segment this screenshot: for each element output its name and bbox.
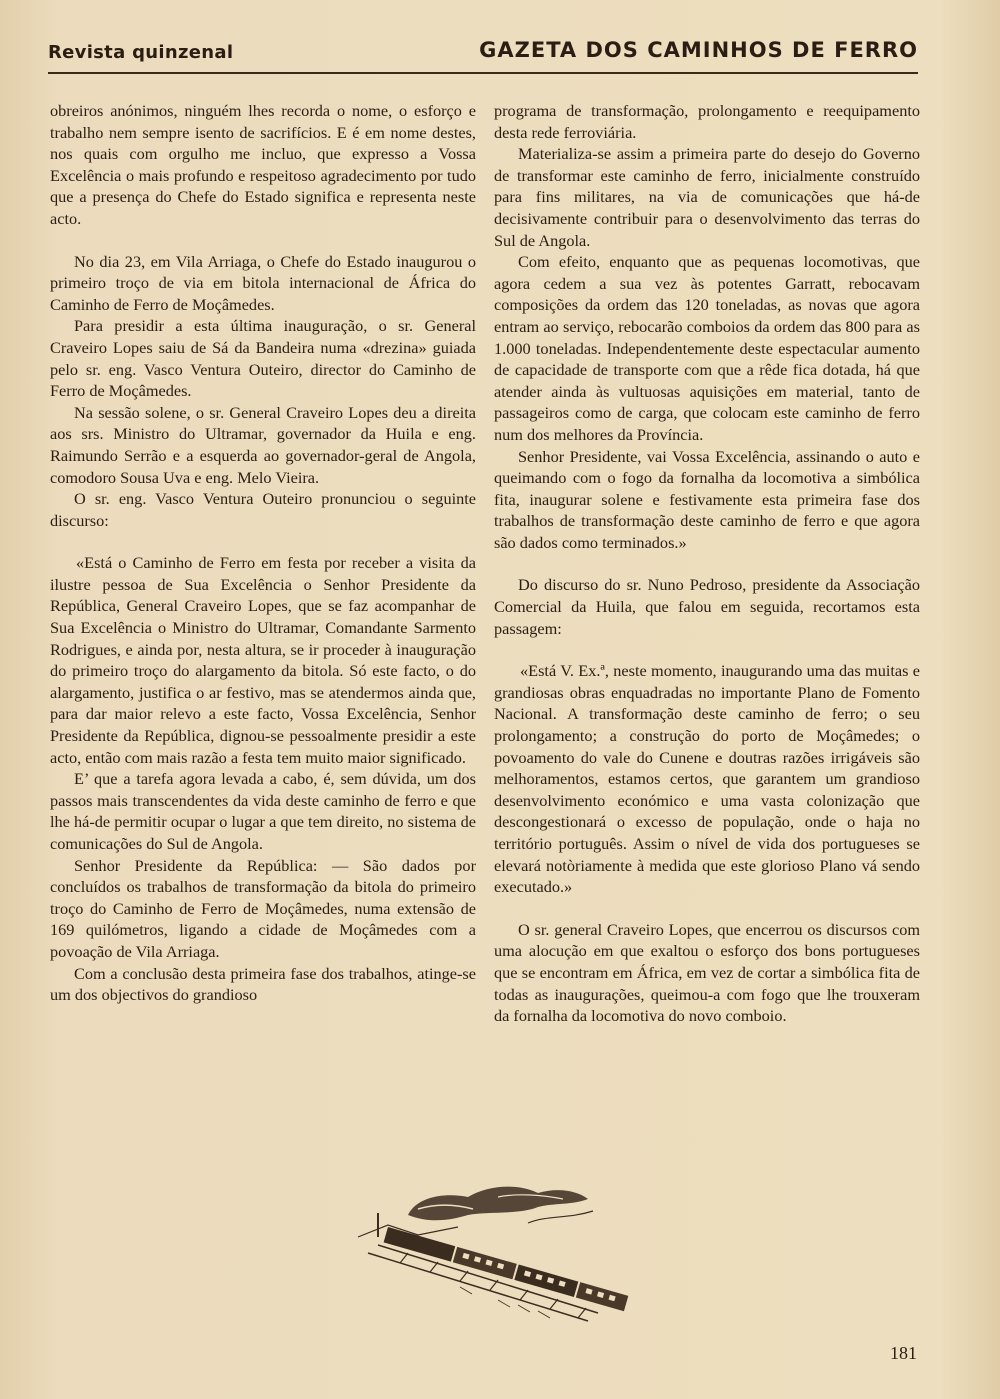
paragraph: O sr. general Craveiro Lopes, que encerrou os discursos com uma alocução em que exaltou o esforço dos bons portugueses que se encontram em África, em vez de cortar a simbólica fita de todas as inaugurações, queimou-a com fogo que lhe trouxeram da fornalha da locomotiva do novo comboio. (494, 919, 920, 1026)
header-right-title: GAZETA DOS CAMINHOS DE FERRO (479, 38, 918, 62)
paragraph: O sr. eng. Vasco Ventura Outeiro pronunciou o seguinte discurso: (50, 489, 476, 530)
paragraph: E’ que a tarefa agora levada a cabo, é, sem dúvida, um dos passos mais transcendentes da vida deste caminho de ferro e que lhe há-de permitir ocupar o lugar a que tem direito, no sistema de comunicações do Sul de Angola. (50, 769, 476, 853)
paragraph: «Está V. Ex.ª, neste momento, inaugurando uma das muitas e grandiosas obras enquadradas no importante Plano de Fomento Nacional. A transformação deste caminho de ferro; o seu prolongamento; a construção do porto de Moçâmedes; o povoamento do vale do Cunene e doutras razões irrigáveis são melhoramentos, estamos certos, que garantem um grandioso desenvolvimento económico e uma vasta colonização que descongestionará o excesso de população, onde o haja no território português. Assim o nível de vida dos portugueses se elevará notòriamente à medida que este glorioso Plano vá sendo executado.» (494, 661, 920, 897)
paragraph: obreiros anónimos, ninguém lhes recorda o nome, o esforço e trabalho nem sempre isento de sacrifícios. E é em nome destes, nos quais com orgulho me incluo, que expresso a Vossa Excelência o mais profundo e respeitoso agradecimento por tudo que a presença do Chefe do Estado significa e representa neste acto. (50, 101, 476, 228)
paragraph: No dia 23, em Vila Arriaga, o Chefe do Estado inaugurou o primeiro troço de via em bitola internacional de África do Caminho de Ferro de Moçâmedes. (50, 251, 476, 314)
paragraph: Com a conclusão desta primeira fase dos trabalhos, atinge-se um dos objectivos do grandioso (50, 963, 476, 1005)
paragraph: Na sessão solene, o sr. General Craveiro Lopes deu a direita aos srs. Ministro do Ultramar, governador da Huila e eng. Raimundo Serrão e a esquerda ao governador-geral de Angola, comodoro Sousa Uva e eng. Melo Vieira. (50, 402, 476, 487)
paragraph: Do discurso do sr. Nuno Pedroso, presidente da Associação Comercial da Huila, que falou em seguida, recortamos esta passagem: (494, 575, 920, 638)
right-column (494, 100, 920, 1027)
paragraph: Com efeito, enquanto que as pequenas locomotivas, que agora cedem a sua vez às potentes Garratt, rebocavam composições da ordem das 120 toneladas, as novas que agora entram ao serviço, rebocarão comboios da ordem das 800 para as 1.000 toneladas. Independentemente deste espectacular aumento de capacidade de transporte com que a rêde fica dotada, há que atender ainda às vultuosas aquisições em material, tanto de passageiros como de carga, que colocam este caminho de ferro num dos melhores da Província. (494, 252, 920, 444)
train-illustration (348, 1175, 638, 1325)
train-drawing-icon (348, 1175, 638, 1325)
paragraph: Senhor Presidente da República: — São dados por concluídos os trabalhos de transformação da bitola do primeiro troço do Caminho de Ferro de Moçâmedes, numa extensão de 169 quilómetros, ligando a cidade de Moçâmedes com a povoação de Vila Arriaga. (50, 855, 476, 961)
header-left-title: Revista quinzenal (48, 42, 234, 63)
paragraph: «Está o Caminho de Ferro em festa por receber a visita da ilustre pessoa de Sua Excelência o Senhor Presidente da República, General Craveiro Lopes, que se faz acompanhar de Sua Excelência o Ministro do Ultramar, Comandante Sarmento Rodrigues, e ainda por, nesta altura, se ir proceder à inauguração do primeiro troço do alargamento da bitola. Só este facto, o do alargamento, justifica o ar festivo, mas se atendermos ainda que, para dar maior relevo a este facto, Vossa Excelência, Senhor Presidente da República, dignou-se pessoalmente presidir a este acto, então com mais razão a festa tem muito maior significado. (50, 553, 476, 767)
left-column (50, 100, 476, 1006)
paragraph: Para presidir a esta última inauguração, o sr. General Craveiro Lopes saiu de Sá da Bandeira numa «drezina» guiada pelo sr. eng. Vasco Ventura Outeiro, director do Caminho de Ferro de Moçâmedes. (50, 316, 476, 401)
page-number: 181 (890, 1343, 917, 1363)
paragraph: programa de transformação, prolongamento e reequipamento desta rede ferroviária. (494, 101, 920, 142)
paragraph: Materializa-se assim a primeira parte do desejo do Governo de transformar este caminho de ferro, inicialmente construído para fins militares, na via de comunicações que há-de decisivamente contribuir para o desenvolvimento das terras do Sul de Angola. (494, 144, 920, 250)
paragraph: Senhor Presidente, vai Vossa Excelência, assinando o auto e queimando com o fogo da fornalha da locomotiva a simbólica fita, inaugurar solene e festivamente esta primeira fase dos trabalhos de transformação deste caminho de ferro e que agora são dados como terminados.» (494, 446, 920, 552)
page-header (48, 36, 918, 74)
